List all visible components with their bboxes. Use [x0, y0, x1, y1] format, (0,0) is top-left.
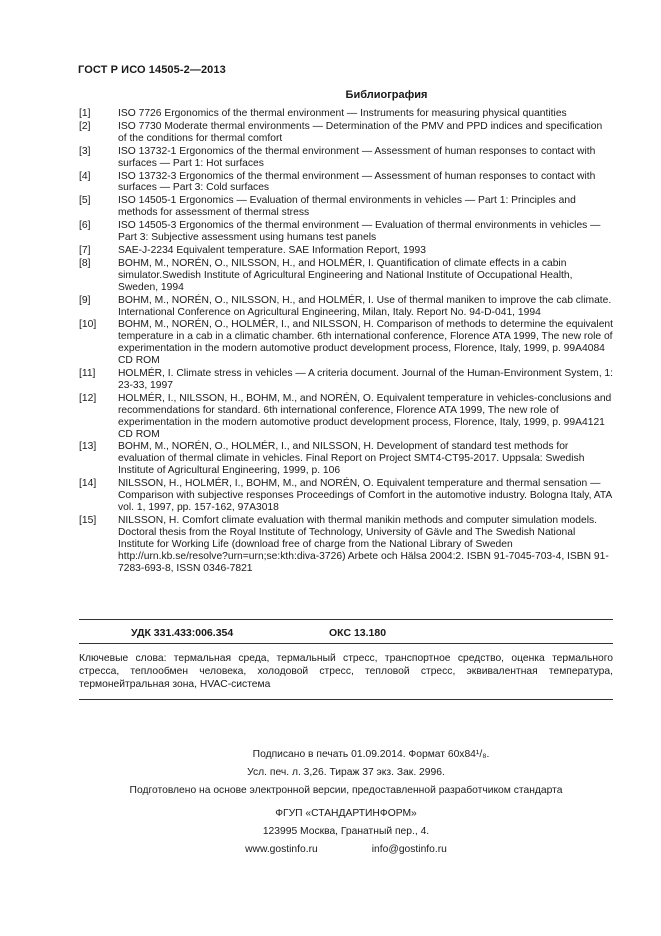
sheets-line: Усл. печ. л. 3,26. Тираж 37 экз. Зак. 2996. [247, 767, 445, 778]
entry-number: [1] [79, 108, 91, 119]
entry-text: ISO 14505-3 Ergonomics of the thermal environment — Evaluation of thermal environments in vehicles — Part 3: Subjective assessment using humans test panels [118, 220, 601, 244]
bibliography-entry [79, 393, 613, 441]
entry-number: [6] [79, 220, 91, 232]
classification-divider [79, 643, 613, 644]
bibliography-entry [79, 368, 613, 392]
top-divider [79, 619, 613, 620]
bibliography-entry [79, 121, 613, 145]
entry-text: ISO 14505-1 Ergonomics — Evaluation of thermal environments in vehicles — Part 1: Principles and methods for assessment of thermal stress [118, 195, 576, 219]
udk-code: УДК 331.433:006.354 [131, 627, 234, 639]
keywords-paragraph: Ключевые слова: термальная среда, термальный стресс, транспортное средство, оценка термального стресса, теплообмен человека, холодовой стресс, тепловой стресс, эквивалентная температура, термонейтральная зона, HVAC-система [79, 653, 613, 690]
publisher-block [79, 807, 613, 856]
bibliography-entry [79, 319, 613, 367]
entry-text: NILSSON, H. Comfort climate evaluation with thermal manikin methods and computer simulation models. Doctoral thesis from the Royal Institute of Technology, University of Gävle and The Swedish National Institute for Working Life (download free of charge from the National Library of Sweden http://urn.kb.se/resolve?urn=urn;se:kth:diva-3726) Arbete och Hälsa 2004:2. ISBN 91-7045-703-4, ISBN 91-7283-693-8, ISSN 0346-7821 [118, 514, 609, 574]
entry-text: HOLMÉR, I. Climate stress in vehicles — A criteria document. Journal of the Human-Environment System, 1: 23-33, 1997 [118, 368, 614, 391]
entry-text: NILSSON, H., HOLMÉR, I., BOHM, M., and NORÉN, O. Equivalent temperature and thermal sensation — Comparison with subjective responses Proceedings of Comfort in the automotive industry. Bologna Italy, ATA vol. 1, 1997, pp. 157-162, 97A3018 [118, 478, 612, 513]
prepared-line: Подготовлено на основе электронной версии, предоставленной разработчиком стандарта [129, 785, 563, 796]
entry-number: [3] [79, 145, 91, 157]
entry-number: [9] [79, 294, 91, 306]
entry-text: ISO 13732-1 Ergonomics of the thermal environment — Assessment of human responses to contact with surfaces — Part 1: Hot surfaces [118, 145, 596, 169]
entry-number: [2] [79, 120, 91, 132]
oks-code: ОКС 13.180 [329, 627, 387, 639]
signed-line: Подписано в печать 01.09.2014. Формат 60х84¹/₈. [252, 749, 490, 760]
bibliography-entry [79, 295, 613, 319]
website-link[interactable]: www.gostinfo.ru [245, 844, 318, 855]
email-link[interactable]: info@gostinfo.ru [371, 844, 447, 855]
entry-text: ISO 7726 Ergonomics of the thermal environment — Instruments for measuring physical quantities [118, 108, 567, 119]
entry-text: BOHM, M., NORÉN, O., NILSSON, H., and HOLMÉR, I. Use of thermal maniken to improve the cab climate. International Conference on Agricultural Engineering, Milan, Italy. Report No. 94-D-041, 1994 [118, 294, 612, 318]
entry-number: [11] [79, 368, 96, 380]
publisher-address: 123995 Москва, Гранатный пер., 4. [262, 826, 430, 837]
bottom-divider [79, 699, 613, 700]
entry-number: [10] [79, 319, 97, 331]
entry-number: [14] [79, 478, 97, 490]
entry-text: ISO 7730 Moderate thermal environments — Determination of the PMV and PPD indices and specification of the conditions for thermal comfort [118, 120, 603, 144]
entry-text: BOHM, M., NORÉN, O., HOLMÉR, I., and NILSSON, H. Development of standard test methods for evaluation of thermal climate in vehicles. Final Report on Project SMT4-CT95-2017. Uppsala: Swedish Institute of Agricultural Engineering, 1999, p. 106 [118, 441, 585, 477]
bibliography-entry [79, 195, 613, 219]
print-details [79, 748, 613, 797]
bibliography-entry [79, 478, 613, 514]
bibliography-title: Библиография [345, 89, 428, 101]
entry-number: [4] [79, 170, 91, 182]
entry-number: [13] [79, 441, 97, 453]
entry-text: BOHM, M., NORÉN, O., NILSSON, H., and HOLMÉR, I. Quantification of climate effects in a cabin simulator.Swedish Institute of Agricultural Engineering and National Institute of Occupational Health, Sweden, 1994 [118, 257, 573, 293]
bibliography-entry [79, 146, 613, 170]
entry-text: SAE-J-2234 Equivalent temperature. SAE Information Report, 1993 [118, 244, 426, 256]
entry-text: HOLMÉR, I., NILSSON, H., BOHM, M., and NORÉN, O. Equivalent temperature in vehicles-conclusions and recommendations for standard. 6th international conference, Florence ATA 1999, The new role of experimentation in the modern automotive product development process, Florence, Italy, 1999, p. 99A4121 CD ROM [118, 392, 612, 440]
bibliography-list [79, 108, 613, 575]
entry-text: ISO 13732-3 Ergonomics of the thermal environment — Assessment of human responses to contact with surfaces — Part 3: Cold surfaces [118, 170, 596, 194]
entry-number: [7] [79, 244, 91, 256]
entry-number: [12] [79, 392, 97, 404]
entry-number: [15] [79, 514, 97, 526]
standard-number: ГОСТ Р ИСО 14505-2—2013 [78, 64, 226, 76]
entry-text: BOHM, M., NORÉN, O., HOLMÉR, I., and NILSSON, H. Comparison of methods to determine the equivalent temperature in a cab in a climatic chamber. 6th international conference, Florence ATA 1999, The new role of experimentation in the modern automotive product development process, Florence, Italy, 1999, p. 99A4084 CD ROM [118, 319, 614, 367]
bibliography-entry [79, 441, 613, 477]
publisher-name: ФГУП «СТАНДАРТИНФОРМ» [275, 808, 417, 819]
entry-number: [5] [79, 195, 91, 207]
entry-number: [8] [79, 257, 91, 269]
bibliography-entry [79, 258, 613, 294]
contact-row [79, 843, 613, 856]
bibliography-entry [79, 108, 613, 120]
bibliography-entry [79, 245, 613, 257]
bibliography-entry [79, 220, 613, 244]
bibliography-entry [79, 171, 613, 195]
bibliography-entry [79, 515, 613, 575]
